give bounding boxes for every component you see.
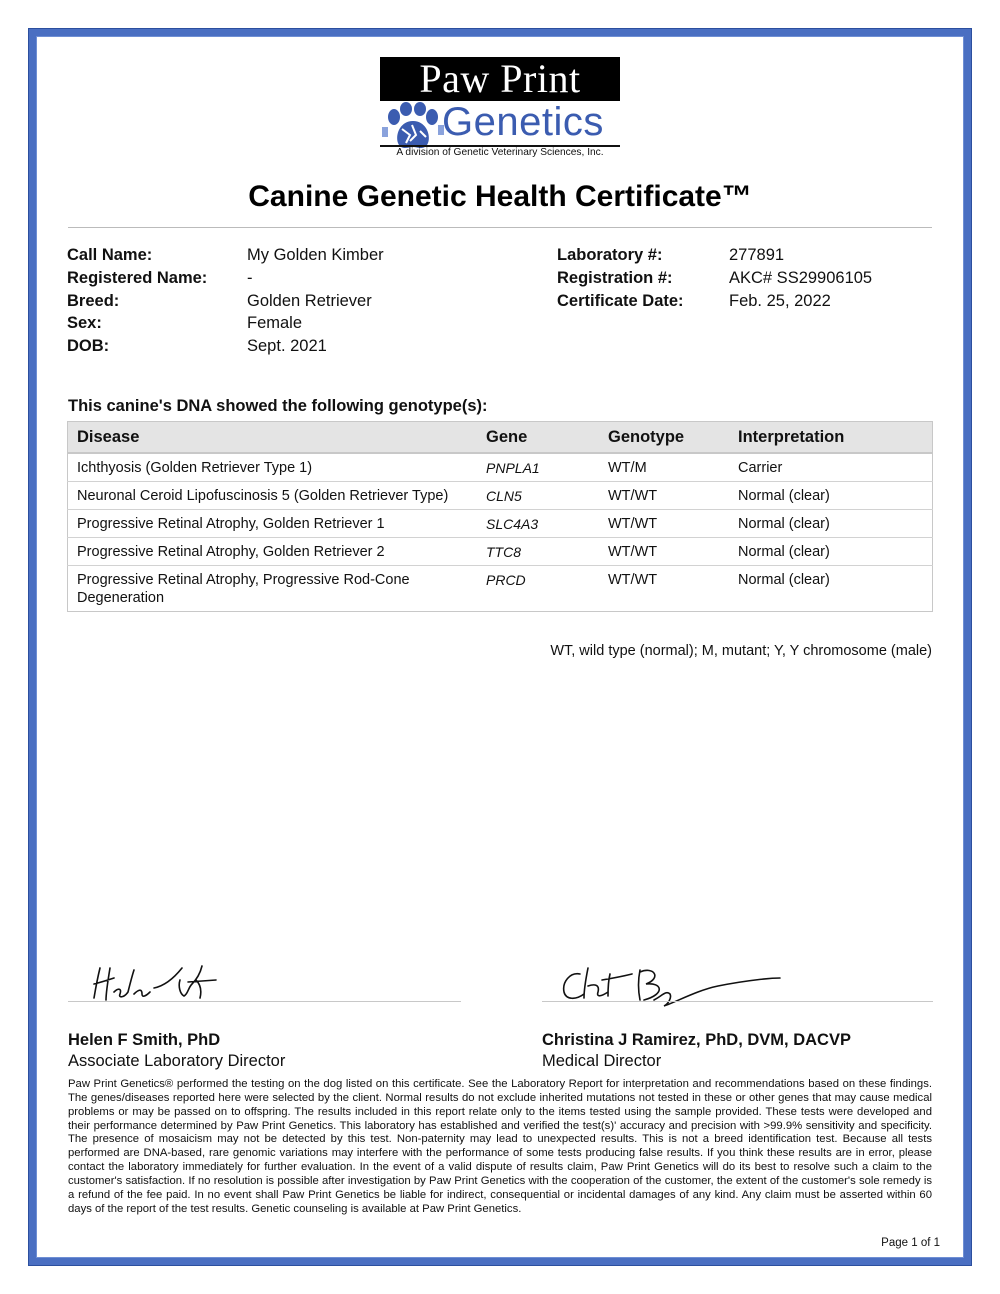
detail-row	[67, 267, 384, 290]
signer-right	[542, 1030, 851, 1072]
interpretation-cell: Normal (clear)	[729, 482, 933, 510]
interpretation-cell: Normal (clear)	[729, 566, 933, 612]
table-header-row	[68, 422, 933, 454]
disease-cell: Progressive Retinal Atrophy, Progressive Rod-Cone Degeneration	[68, 566, 478, 612]
paw-print-genetics-logo	[380, 57, 620, 161]
detail-label: Certificate Date:	[557, 291, 684, 310]
detail-label: Call Name:	[67, 246, 153, 264]
detail-value: My Golden Kimber	[247, 246, 384, 264]
genotype-cell: WT/WT	[599, 510, 729, 538]
table-row	[68, 482, 933, 510]
signer-role: Associate Laboratory Director	[68, 1052, 286, 1070]
detail-row	[557, 244, 872, 267]
lab-details	[557, 244, 872, 312]
detail-label: Registered Name:	[67, 268, 208, 287]
genotype-legend: WT, wild type (normal); M, mutant; Y, Y chromosome (male)	[550, 643, 932, 659]
detail-label: Sex:	[67, 314, 102, 333]
detail-value: Golden Retriever	[247, 291, 372, 310]
results-heading: This canine's DNA showed the following genotype(s):	[68, 397, 488, 415]
gene-cell: PNPLA1	[477, 453, 599, 482]
detail-label: Registration #:	[557, 268, 673, 287]
detail-row	[557, 267, 872, 290]
detail-row	[67, 335, 384, 358]
detail-row	[67, 290, 384, 313]
detail-row	[557, 290, 872, 313]
title-divider	[68, 227, 932, 228]
gene-cell: PRCD	[477, 566, 599, 612]
column-header-genotype: Genotype	[599, 422, 729, 454]
genotype-cell: WT/M	[599, 453, 729, 482]
signer-name: Helen F Smith, PhD	[68, 1031, 221, 1049]
signature-christina-ramirez	[558, 960, 788, 1012]
detail-value: Female	[247, 314, 303, 333]
disease-cell: Progressive Retinal Atrophy, Golden Retriever 1	[68, 510, 478, 538]
detail-row	[67, 244, 384, 267]
disease-cell: Progressive Retinal Atrophy, Golden Retriever 2	[68, 538, 478, 566]
logo-tagline: A division of Genetic Veterinary Sciences, Inc.	[396, 147, 604, 158]
logo-top-text: Paw Print	[380, 57, 620, 101]
disease-cell: Ichthyosis (Golden Retriever Type 1)	[68, 453, 478, 482]
signer-left	[68, 1030, 285, 1072]
table-row	[68, 453, 933, 482]
column-header-disease: Disease	[68, 422, 478, 454]
detail-label: Breed:	[67, 291, 120, 310]
column-header-interpretation: Interpretation	[729, 422, 933, 454]
interpretation-cell: Carrier	[729, 453, 933, 482]
genotype-cell: WT/WT	[599, 538, 729, 566]
genotype-table	[67, 421, 933, 612]
detail-value: AKC# SS29906105	[729, 268, 873, 287]
dog-details	[67, 244, 384, 358]
gene-cell: TTC8	[477, 538, 599, 566]
gene-cell: SLC4A3	[477, 510, 599, 538]
genotype-cell: WT/WT	[599, 566, 729, 612]
disease-cell: Neuronal Ceroid Lipofuscinosis 5 (Golden Retriever Type)	[68, 482, 478, 510]
page-number: Page 1 of 1	[881, 1237, 940, 1249]
detail-label: DOB:	[67, 337, 110, 356]
genotype-cell: WT/WT	[599, 482, 729, 510]
table-row	[68, 538, 933, 566]
table-row	[68, 566, 933, 612]
gene-cell: CLN5	[477, 482, 599, 510]
column-header-gene: Gene	[477, 422, 599, 454]
signer-role: Medical Director	[542, 1052, 662, 1070]
certificate-title: Canine Genetic Health Certificate™	[248, 180, 752, 213]
detail-value: -	[247, 268, 253, 287]
detail-value: Sept. 2021	[247, 337, 327, 356]
detail-label: Laboratory #:	[557, 246, 663, 264]
interpretation-cell: Normal (clear)	[729, 538, 933, 566]
legal-disclaimer: Paw Print Genetics® performed the testing on the dog listed on this certificate. See the Laboratory Report for interpretation and recommendations based on these findings. The genes/diseases reported here were selected by the client. Normal results do not exclude inherited mutations not tested in these or other genes that may cause medical problems or may be passed on to offspring. The results included in this report relate only to the items tested using the sample provided. These tests were developed and their performance determined by Paw Print Genetics. This laboratory has established and verified the test(s)' accuracy and precision with >99.9% sensitivity and specificity. The presence of mosaicism may not be detected by this test. Non-paternity may lead to unexpected results. This is not a breed identification test. Because all tests performed are DNA-based, rare genomic variations may interfere with the performance of some tests producing false results. If you think these results are in error, please contact the laboratory immediately for further evaluation. In the event of a valid dispute of results claim, Paw Print Genetics will do its best to resolve such a claim to the customer's satisfaction. If no resolution is possible after investigation by Paw Print Genetics with the cooperation of the customer, the extent of the customer's sole remedy is a refund of the fee paid. In no event shall Paw Print Genetics be liable for indirect, consequential or incidental damages of any kind. Any claim must be asserted within 60 days of the report of the test results. Genetic counseling is available at Paw Print Genetics.	[68, 1078, 932, 1215]
detail-row	[67, 312, 384, 335]
signature-line-right	[542, 1001, 933, 1002]
signature-line-left	[68, 1001, 461, 1002]
detail-value: Feb. 25, 2022	[729, 291, 831, 310]
detail-value: 277891	[729, 246, 785, 264]
signer-name: Christina J Ramirez, PhD, DVM, DACVP	[542, 1031, 851, 1049]
logo-genetics-text: Genetics	[442, 100, 604, 144]
interpretation-cell: Normal (clear)	[729, 510, 933, 538]
table-row	[68, 510, 933, 538]
